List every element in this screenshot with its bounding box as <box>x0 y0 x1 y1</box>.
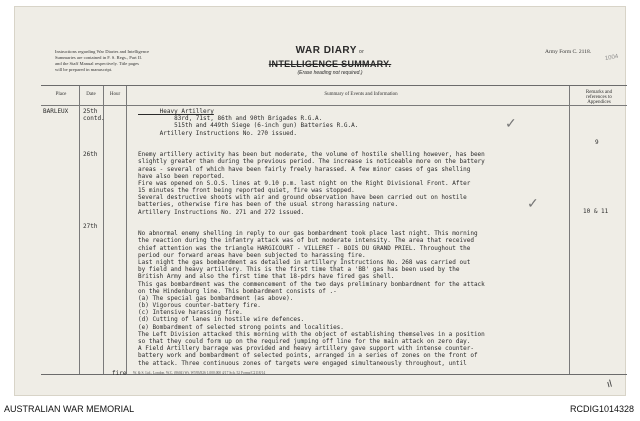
title-or: or <box>358 49 365 55</box>
entry-date: 25th <box>83 108 98 115</box>
summary-line: 515th and 449th Siege (6-inch gun) Batteries R.G.A. <box>138 122 359 130</box>
entry-date: 26th <box>83 151 98 158</box>
header-divider <box>41 105 627 106</box>
summary-line: (e) Bombardment of selected strong points and localities. <box>138 323 344 331</box>
pencil-folio-number: 1004 <box>604 53 619 63</box>
summary-line: the attack. Three continuous zones of targets were engaged simultaneously throughout, until <box>138 359 467 367</box>
remarks-header-line: Remarks and <box>585 90 613 95</box>
column-divider <box>103 86 104 374</box>
diary-page <box>14 6 626 396</box>
footer-fire-text: fire <box>112 370 127 377</box>
summary-line: (d) Cutting of lanes in hostile wire defences. <box>138 316 305 324</box>
column-divider <box>126 86 127 374</box>
summary-line: batteries, otherwise fire has been of the usual strong harassing nature. <box>138 201 399 209</box>
summary-line: have also been reported. <box>138 172 225 180</box>
instruction-line: and the Staff Manual respectively. Title pages <box>55 61 139 66</box>
title-war-diary: WAR DIARY <box>295 45 357 56</box>
summary-text <box>138 108 561 367</box>
summary-line: Fire was opened on S.O.S. lines at 9.10 p.m. last night on the Right Divisional Front. After <box>138 179 471 187</box>
entry-remark: 10 & 11 <box>583 208 609 215</box>
entry-place: BARLEUX <box>43 108 69 115</box>
summary-line: by field and heavy artillery. This is the first time that a 'BB' gas has been used by the <box>138 266 460 274</box>
summary-line: the reaction during the infantry attack was of but moderate intensity. The area that received <box>138 237 474 245</box>
pencil-tick-mark: ✓ <box>505 115 517 131</box>
summary-line: This gas bombardment was the commencement of the two days preliminary bombardment for the attack <box>138 280 485 288</box>
title-erase-note: (Erase heading not required.) <box>297 70 363 76</box>
form-number: Army Form C. 2118. <box>545 49 592 55</box>
summary-line: British Army and also the first time that 18-pdrs have fired gas shell. <box>138 273 395 281</box>
summary-line: Heavy Artillery <box>138 108 214 115</box>
summary-line: (c) Intensive harassing fire. <box>138 309 243 317</box>
handwritten-mark: ıl <box>605 378 614 391</box>
summary-line: slightly greater than during the previous period. The increase is noticeable more on the battery <box>138 158 485 166</box>
summary-line: areas - several of which have been fairly freely harassed. A few minor cases of gas shelling <box>138 165 471 173</box>
remarks-header-line: Appendices <box>587 100 611 105</box>
instruction-line: will be prepared in manuscript. <box>55 67 113 72</box>
column-header-place: Place <box>55 92 67 97</box>
summary-line: The Left Division attacked this morning with the object of establishing themselves in a position <box>138 330 485 338</box>
instructions-block <box>55 49 175 73</box>
entry-remark: 9 <box>595 139 599 146</box>
summary-line: Last night the gas bombardment as detailed in artillery Instructions No. 268 was carried out <box>138 258 471 266</box>
column-divider <box>569 86 570 374</box>
title-intelligence-summary: INTELLIGENCE SUMMARY. <box>268 59 392 69</box>
summary-line: Several destructive shoots with air and ground observation have been carried out on hostile <box>138 194 467 202</box>
document-title <box>245 45 415 76</box>
summary-line: battery work and bombardment of selected points, arranged in a series of zones on the front of <box>138 352 478 360</box>
column-header-hour: Hour <box>109 92 121 97</box>
summary-line: 15 minutes the front being reported quiet, fire was stopped. <box>138 187 355 195</box>
summary-line: on the Hindenburg line. This bombardment consists of .- <box>138 287 337 295</box>
instruction-line: Instructions regarding War Diaries and Intelligence <box>55 49 150 54</box>
summary-line <box>138 223 561 230</box>
instruction-line: Summaries are contained in F. S. Regs., Part II. <box>55 55 143 60</box>
summary-line: period our forward areas have been subjected to harassing fire. <box>138 251 366 259</box>
column-divider <box>79 86 80 374</box>
summary-line: Artillery Instructions No. 271 and 272 issued. <box>138 208 305 216</box>
summary-line: chief attention was the triangle HARGICOURT - VILLERET - BOIS DU GRAND PRIEL. Throughout the <box>138 244 471 252</box>
summary-line: so that they could form up on the required jumping off line for the main attack on zero day. <box>138 338 471 345</box>
remarks-header-line: references to <box>586 95 612 100</box>
archive-caption: AUSTRALIAN WAR MEMORIAL <box>4 404 135 414</box>
pencil-tick-mark: ✓ <box>527 195 539 211</box>
summary-line <box>138 216 561 223</box>
archive-reference: RCDIG1014328 <box>569 404 634 414</box>
diary-table <box>41 85 627 375</box>
column-header-date: Date <box>86 92 96 97</box>
summary-line: 83rd, 71st, 86th and 90th Brigades R.G.A. <box>138 115 323 123</box>
column-header-summary: Summary of Events and Information <box>324 92 398 97</box>
summary-line: (b) Vigorous counter-battery fire. <box>138 302 261 310</box>
entry-date-continued: contd. <box>83 115 105 122</box>
summary-line <box>138 144 561 151</box>
summary-line <box>138 137 561 144</box>
printer-imprint: W. & S. Ltd., London. W.C. (8604) Wt. W593/826 1,000,000 4/17 Sch. 52 Forms/C2118/14 <box>133 371 266 375</box>
summary-line: No abnormal enemy shelling in reply to our gas bombardment took place last night. This morning <box>138 230 478 238</box>
summary-line: Enemy artillery activity has been but moderate, the volume of hostile shelling however, has been <box>138 151 485 159</box>
summary-line: A Field Artillery barrage was provided and heavy artillery gave support with intense counter- <box>138 345 474 353</box>
entry-date: 27th <box>83 223 98 230</box>
column-header-remarks <box>573 90 625 105</box>
summary-line: Artillery Instructions No. 270 issued. <box>138 129 297 137</box>
summary-line: (a) The special gas bombardment (as above). <box>138 294 294 302</box>
